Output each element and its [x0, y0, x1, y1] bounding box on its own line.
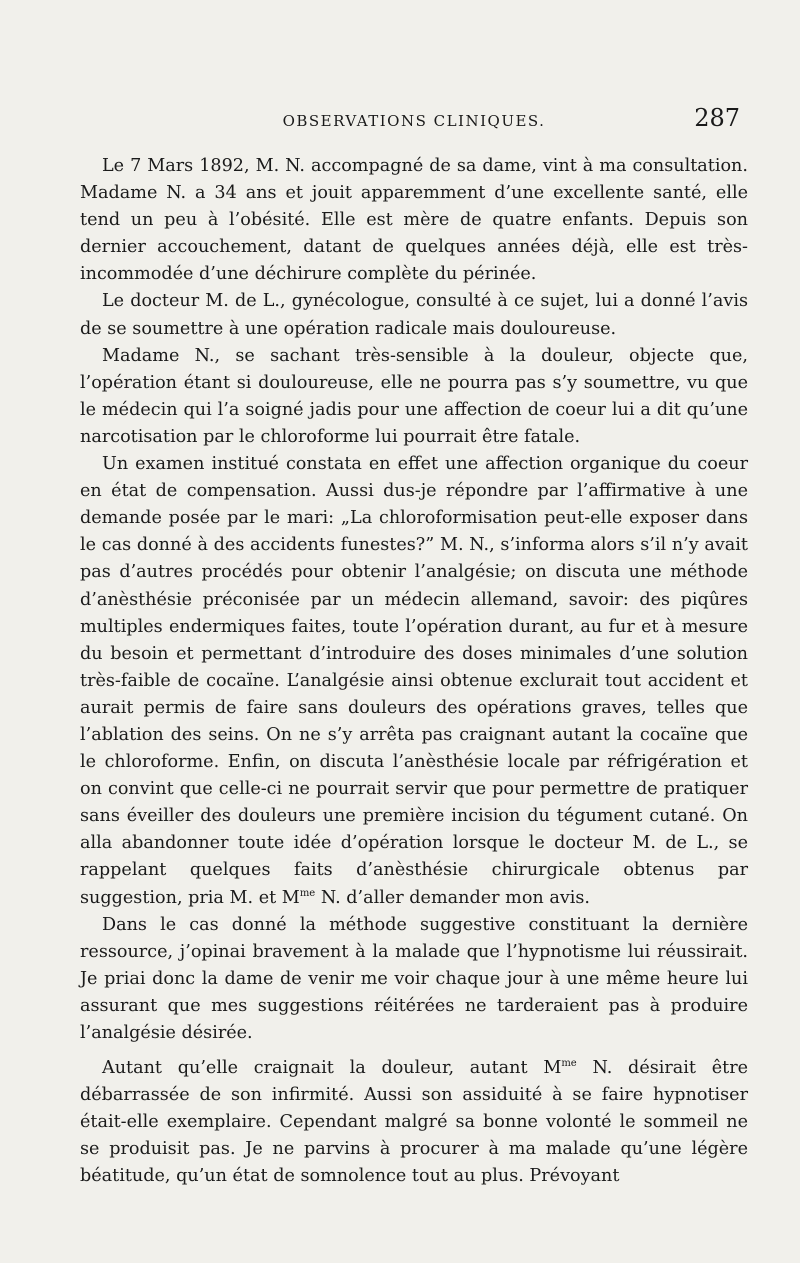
abbreviation-madame: $M^{me}$ [281, 887, 316, 908]
paragraph [80, 1055, 748, 1190]
page-header [80, 104, 748, 144]
paragraph [80, 451, 748, 912]
page-number: 287 [694, 104, 740, 132]
paragraph-text: Autant qu’elle craignait la douleur, autant [102, 1058, 528, 1079]
body-text [80, 153, 748, 1191]
paragraph: Le 7 Mars 1892, M. N. accompagné de sa dame, vint à ma consultation. Madame N. a 34 ans et jouit apparemment d’une excellente santé, elle tend un peu à l’obésité. Elle est mère de quatre enfants. Depuis son dernier accouchement, datant de quelques années déjà, elle est très-incommodée d’une déchirure complète du périnée. [80, 156, 748, 285]
paragraph: Madame N., se sachant très-sensible à la douleur, objecte que, l’opération étant si douloureuse, elle ne pourra pas s’y soumettre, vu que le médecin qui l’a soigné jadis pour une affection de coeur lui a dit qu’une narcotisation par le chloroforme lui pourrait être fatale. [80, 345, 748, 447]
paragraph: Le docteur M. de L., gynécologue, consulté à ce sujet, lui a donné l’avis de se soumettre à une opération radicale mais douloureuse. [80, 291, 748, 339]
paragraph-text: N. désirait être débarrassée de son infirmité. Aussi son assiduité à se faire hypnotiser était-elle exemplaire. Cependant malgré sa bonne volonté le sommeil ne se produisit pas. Je ne parvins à procurer à ma malade qu’une légère béatitude, qu’un état de somnolence tout au plus. Prévoyant [80, 1058, 749, 1187]
paragraph-text: Un examen institué constata en effet une affection organique du coeur en état de compensation. Aussi dus-je répondre par l’affirmative à une demande posée par le mari: „La chloroformisation peut-elle exposer dans le cas donné à des accidents funestes?” M. N., s’informa alors s’il n’y avait pas d’autres procédés pour obtenir l’analgésie; on discuta une méthode d’anèsthésie préconisée par un médecin allemand, savoir: des piqûres multiples endermiques faites, toute l’opération durant, au fur et à mesure du besoin et permettant d’introduire des doses minimales d’une solution très-faible de cocaïne. L’analgésie ainsi obtenue exclurait tout accident et aurait permis de faire sans douleurs des opérations graves, telles que l’ablation des seins. On ne s’y arrêta pas craignant autant la cocaïne que le chloroforme. Enfin, on discuta l’anèsthésie locale par réfrigération et on convint que celle-ci ne pourrait servir que pour permettre de pratiquer sans éveiller des douleurs une première incision du tégument cutané. On alla abandonner toute idée d’opération lorsque le docteur M. de L., se rappelant quelques faits d’anèsthésie chirurgicale obtenus par suggestion, pria M. et [80, 454, 748, 908]
paragraph-text: N. d’aller demander mon avis. [320, 887, 591, 908]
paragraph: Dans le cas donné la méthode suggestive constituant la dernière ressource, j’opinai bravement à la malade que l’hypnotisme lui réussirait. Je priai donc la dame de venir me voir chaque jour à une même heure lui assurant que mes suggestions réitérées ne tarderaient pas à produire l’analgésie désirée. [80, 914, 748, 1043]
running-title: OBSERVATIONS CLINIQUES. [282, 112, 546, 130]
abbreviation-madame: $M^{me}$ [543, 1058, 577, 1079]
